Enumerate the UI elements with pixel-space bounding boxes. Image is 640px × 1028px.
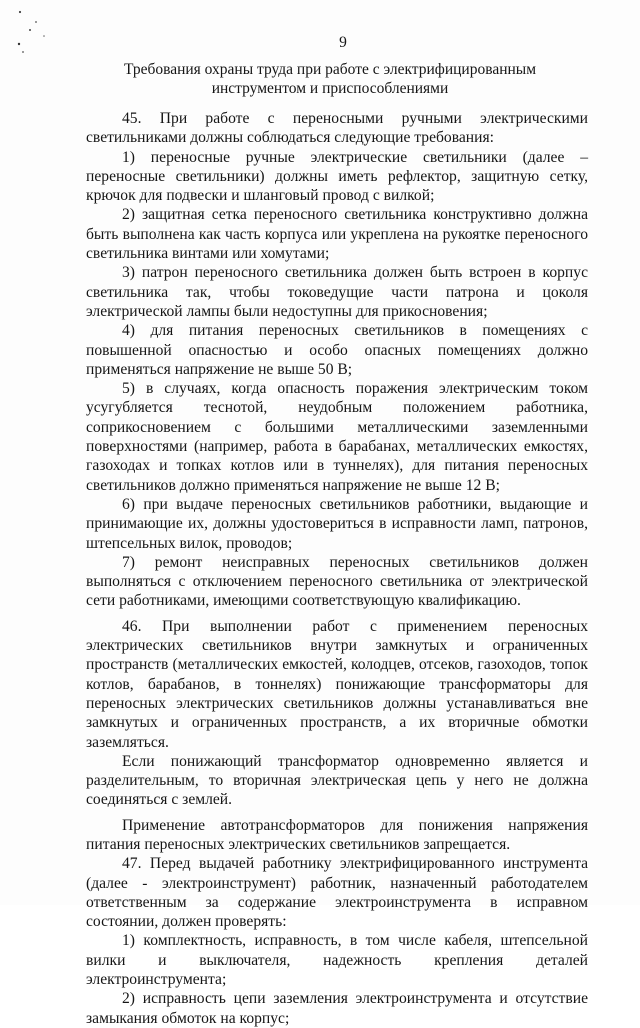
paragraph-45-item-4: 4) для питания переносных светильников в помещениях с повышенной опасностью и особо опасных помещениях должно применяться напряжение не выше 50 В;: [86, 322, 588, 378]
paragraph-46-autotransformers: Применение автотрансформаторов для понижения напряжения питания переносных электрических светильников запрещается.: [86, 816, 588, 853]
paragraph-46: 46. При выполнении работ с применением переносных электрических светильников внутри замкнутых и ограниченных пространств (металлических емкостей, колодцев, отсеков, газоходов, топок котлов, барабанов, в тоннелях) понижающие трансформаторы для переносных электрических светильников должны устанавливаться вне замкнутых и ограниченных пространств, а их вторичные обмотки заземляться.: [86, 617, 588, 751]
paragraph-45-item-7: 7) ремонт неисправных переносных светильников должен выполняться с отключением переносного светильника от электрической сети работниками, имеющими соответствующую квалификацию.: [86, 553, 588, 610]
paragraph-45-item-2: 2) защитная сетка переносного светильника конструктивно должна быть выполнена как часть корпуса или укреплена на рукоятке переносного светильника винтами или хомутами;: [86, 206, 588, 263]
paragraph-45-item-6: 6) при выдаче переносных светильников работники, выдающие и принимающие их, должны удостовериться в исправности ламп, патронов, штепсельных вилок, проводов;: [86, 495, 588, 552]
paragraph-45-item-5: 5) в случаях, когда опасность поражения электрическим током усугубляется теснотой, неудобным положением работника, соприкосновением с большими металлическими заземленными поверхностями (например, работа в барабанах, металлических емкостях, газоходах и топках котлов или в туннелях), для питания переносных светильников должно применяться напряжение не выше 12 В;: [86, 380, 588, 494]
section-title: [110, 60, 550, 98]
paragraph-47-item-1: 1) комплектность, исправность, в том числе кабеля, штепсельной вилки и выключателя, надежность крепления деталей электроинструмента;: [86, 932, 588, 989]
body-text: [86, 109, 588, 1028]
paragraph-45: 45. При работе с переносными ручными электрическими светильниками должны соблюдаться следующие требования:: [86, 110, 588, 147]
paragraph-47-item-2: 2) исправность цепи заземления электроинструмента и отсутствие замыкания обмоток на корпус;: [86, 990, 588, 1027]
section-title-line-2: инструментом и приспособлениями: [211, 80, 449, 97]
section-title-line-1: Требования охраны труда при работе с электрифицированным: [123, 61, 537, 78]
paragraph-45-item-1: 1) переносные ручные электрические светильники (далее – переносные светильники) должны иметь рефлектор, защитную сетку, крючок для подвески и шланговый провод с вилкой;: [86, 148, 588, 205]
paragraph-45-item-3: 3) патрон переносного светильника должен быть встроен в корпус светильника так, чтобы токоведущие части патрона и цоколя электрической лампы были недоступны для прикосновения;: [86, 264, 588, 320]
page-number: 9: [339, 34, 347, 51]
paragraph-47: 47. Перед выдачей работнику электрифицированного инструмента (далее - электроинструмент) работник, назначенный работодателем ответственным за содержание электроинструмента в исправном состоянии, должен проверять:: [86, 855, 588, 931]
paragraph-46-transformer: Если понижающий трансформатор одновременно является и разделительным, то вторичная электрическая цепь у него не должна соединяться с землей.: [86, 752, 588, 809]
